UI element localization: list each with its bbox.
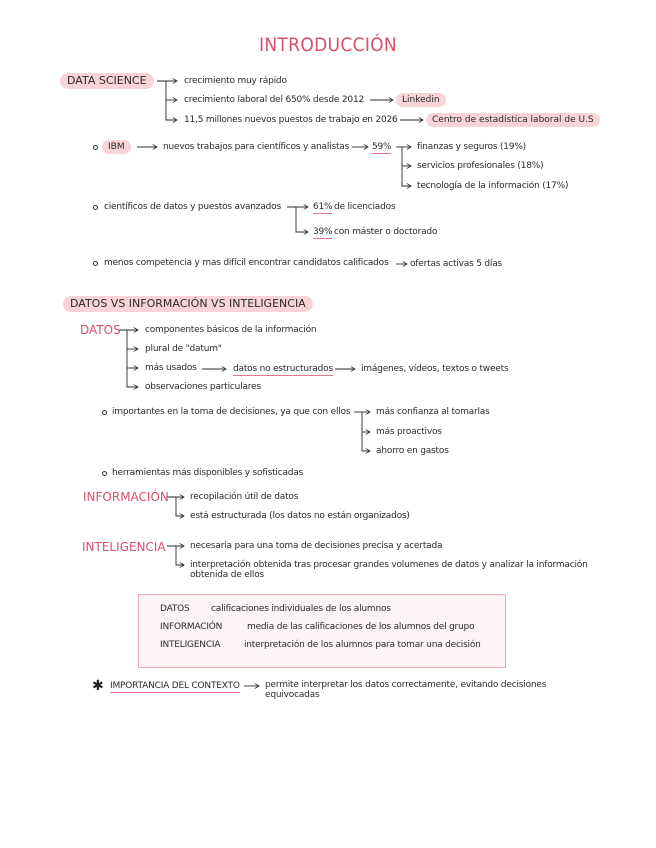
- inteligencia-point-1: necesaria para una toma de decisiones precisa y acertada: [190, 541, 443, 551]
- competition-result: ofertas activas 5 días: [410, 259, 502, 269]
- datos-point-1: componentes básicos de la información: [145, 325, 317, 335]
- scientists-percent-2: 39%: [313, 227, 333, 237]
- ibm-sector-3: tecnología de la información (17%): [417, 181, 569, 191]
- inteligencia-point-2-cont: obtenida de ellos: [190, 570, 265, 580]
- datos-unstructured: datos no estructurados: [233, 364, 333, 374]
- ibm-percent: 59%: [372, 142, 392, 152]
- bullet-icon: [93, 205, 98, 210]
- ibm-sector-1: finanzas y seguros (19%): [417, 142, 526, 152]
- example-inteligencia-key: INTELIGENCIA: [160, 640, 221, 650]
- page-title: INTRODUCCIÓN: [258, 34, 398, 56]
- source-tag-bls: Centro de estadística laboral de U.S: [426, 113, 600, 127]
- importance-text: importantes en la toma de decisiones, ya que con ellos: [112, 407, 351, 417]
- data-science-point-3: 11,5 millones nuevos puestos de trabajo en 2026: [184, 115, 398, 125]
- example-informacion-value: media de las calificaciones de los alumnos del grupo: [247, 622, 475, 632]
- informacion-point-2: está estructurada (los datos no están organizados): [190, 511, 410, 521]
- inteligencia-label: INTELIGENCIA: [82, 540, 166, 554]
- importance-benefit-3: ahorro en gastos: [376, 446, 449, 456]
- informacion-label: INFORMACIÓN: [83, 490, 169, 504]
- scientists-text: científicos de datos y puestos avanzados: [104, 202, 281, 212]
- context-text-2: equivocadas: [265, 690, 320, 700]
- importance-benefit-1: más confianza al tomarlas: [376, 407, 490, 417]
- ibm-text: nuevos trabajos para científicos y analistas: [163, 142, 350, 152]
- datos-point-4: observaciones particulares: [145, 382, 261, 392]
- inteligencia-point-2: interpretación obtenida tras procesar grandes volumenes de datos y analizar la información: [190, 560, 588, 570]
- informacion-point-1: recopilación útil de datos: [190, 492, 299, 502]
- scientists-percent-1: 61%: [313, 202, 333, 212]
- importance-benefit-2: más proactivos: [376, 427, 442, 437]
- scientists-detail-1: de licenciados: [334, 202, 396, 212]
- section-heading-comparison: DATOS VS INFORMACIÓN VS INTELIGENCIA: [63, 296, 313, 312]
- scientists-detail-2: con máster o doctorado: [334, 227, 438, 237]
- example-datos-value: calificaciones individuales de los alumnos: [211, 604, 391, 614]
- datos-point-2: plural de "datum": [145, 344, 222, 354]
- example-informacion-key: INFORMACIÓN: [160, 622, 223, 632]
- context-label: IMPORTANCIA DEL CONTEXTO: [110, 681, 240, 691]
- ibm-sector-2: servicios profesionales (18%): [417, 161, 544, 171]
- example-inteligencia-value: interpretación de los alumnos para tomar una decisión: [244, 640, 481, 650]
- data-science-point-2: crecimiento laboral del 650% desde 2012: [184, 95, 365, 105]
- bullet-icon: [102, 410, 107, 415]
- bullet-icon: [102, 471, 107, 476]
- bullet-icon: [93, 145, 98, 150]
- datos-unstructured-examples: imágenes, vídeos, textos o tweets: [361, 364, 509, 374]
- datos-label: DATOS: [80, 323, 121, 337]
- data-science-point-1: crecimiento muy rápido: [184, 76, 287, 86]
- datos-point-3: más usados: [145, 363, 197, 373]
- tag-ibm: IBM: [102, 140, 131, 154]
- example-datos-key: DATOS: [160, 604, 190, 614]
- bullet-icon: [93, 261, 98, 266]
- asterisk-icon: ✱: [92, 678, 104, 694]
- competition-text: menos competencia y mas difícil encontrar candidatos calificados: [104, 258, 389, 268]
- tools-text: herramientas más disponibles y sofisticadas: [112, 468, 304, 478]
- section-heading-data-science: DATA SCIENCE: [60, 73, 154, 89]
- context-text-1: permite interpretar los datos correctamente, evitando decisiones: [265, 680, 547, 690]
- source-tag-linkedin: Linkedin: [396, 93, 446, 107]
